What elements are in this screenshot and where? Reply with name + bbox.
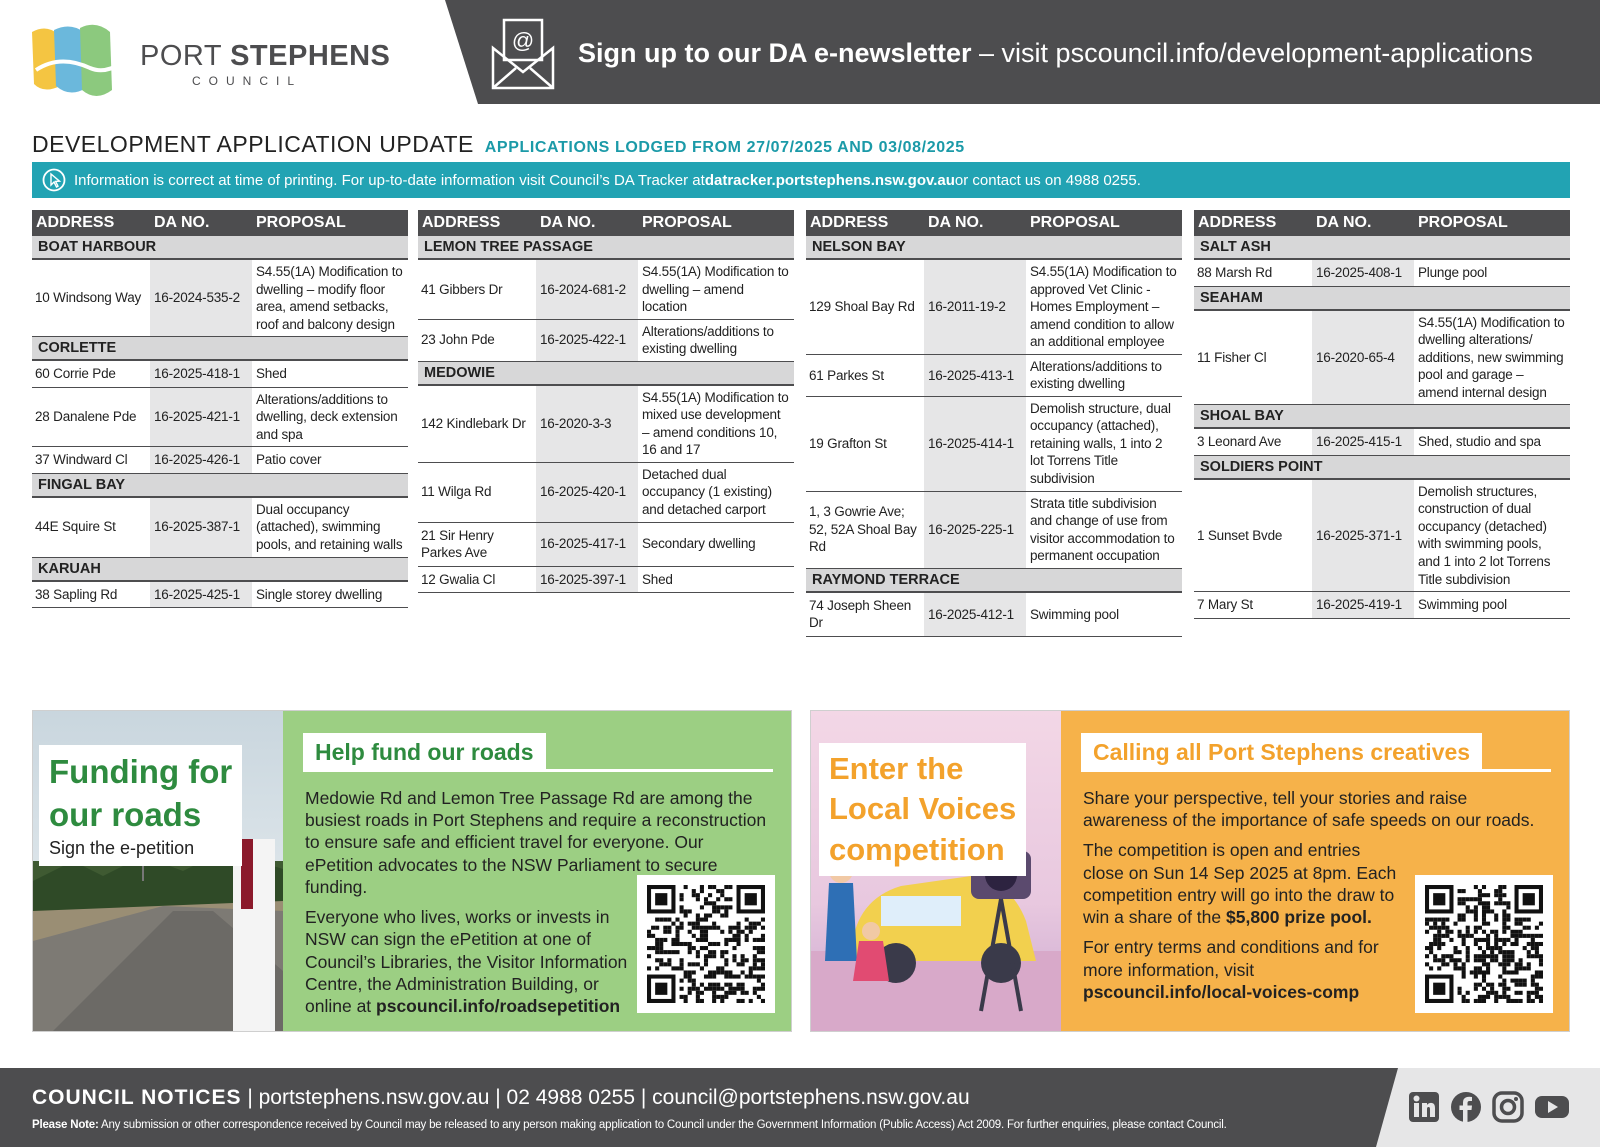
address-cell: 41 Gibbers Dr: [421, 281, 503, 297]
column-header-proposal: PROPOSAL: [642, 214, 732, 231]
column-header-da-no: DA NO.: [928, 214, 984, 231]
proposal-cell: Dual occupancy (attached), swimming pools, and retaining walls: [256, 501, 403, 553]
da-number-cell: 16-2025-419-1: [1312, 592, 1414, 618]
proposal-cell: S4.55(1A) Modification to dwelling – amend location: [642, 264, 789, 315]
roads-promo-heading: Help fund our roads: [303, 733, 546, 772]
local-voices-heading: Calling all Port Stephens creatives: [1081, 733, 1482, 772]
proposal-cell: Alterations/additions to existing dwelling: [1030, 358, 1162, 392]
address-cell: 37 Windward Cl: [35, 452, 128, 468]
council-email-link[interactable]: council@portstephens.nsw.gov.au: [652, 1086, 970, 1109]
proposal-cell: Alterations/additions to existing dwelling: [642, 323, 774, 357]
da-number-cell: 16-2024-535-2: [150, 260, 252, 336]
address-cell: 129 Shoal Bay Rd: [809, 299, 915, 315]
address-cell: 11 Fisher Cl: [1197, 349, 1267, 365]
column-header-address: ADDRESS: [422, 214, 501, 231]
da-number-cell: 16-2025-414-1: [924, 397, 1026, 491]
suburb-heading: KARUAH: [32, 558, 408, 582]
proposal-cell: Plunge pool: [1418, 265, 1488, 280]
da-number-cell: 16-2020-3-3: [536, 386, 638, 462]
suburb-heading: CORLETTE: [32, 337, 408, 361]
local-voices-link[interactable]: pscouncil.info/local-voices-comp: [1083, 981, 1360, 1002]
table-row: [32, 388, 408, 448]
cursor-click-icon: [42, 168, 66, 192]
roads-promo-panel: [32, 710, 792, 1032]
da-number-cell: 16-2025-387-1: [150, 498, 252, 557]
da-table-column-4: [1194, 210, 1570, 619]
suburb-heading: SALT ASH: [1194, 236, 1570, 260]
address-cell: 88 Marsh Rd: [1197, 265, 1273, 280]
council-phone[interactable]: 02 4988 0255: [506, 1086, 636, 1109]
footer-bar: [0, 1068, 1600, 1147]
column-header-proposal: PROPOSAL: [1418, 214, 1508, 231]
suburb-heading: SOLDIERS POINT: [1194, 456, 1570, 480]
proposal-cell: S4.55(1A) Modification to dwelling alterations/ additions, new swimming pool and garage – amend internal design: [1418, 314, 1565, 400]
suburb-heading: MEDOWIE: [418, 362, 794, 386]
table-row: [1194, 480, 1570, 592]
column-header-proposal: PROPOSAL: [1030, 214, 1120, 231]
council-website-link[interactable]: portstephens.nsw.gov.au: [258, 1086, 490, 1109]
table-header: [418, 210, 794, 236]
brand-name: PORT STEPHENS: [140, 40, 391, 72]
proposal-cell: S4.55(1A) Modification to dwelling – modify floor area, amend setbacks, roof and balcony design: [256, 264, 403, 332]
footer-note: Please Note: Any submission or other correspondence received by Council may be released to any person making application to Council under the Government Information (Public Access) Act 2009. For further enquiries, please contact Council.: [32, 1119, 1227, 1131]
da-number-cell: 16-2011-19-2: [924, 260, 1026, 354]
address-cell: 38 Sapling Rd: [35, 586, 118, 602]
da-number-cell: 16-2025-412-1: [924, 593, 1026, 636]
proposal-cell: Patio cover: [256, 452, 322, 468]
proposal-cell: Demolish structures, construction of dual occupancy (detached) with swimming pools, and 1 into 2 lot Torrens Title subdivision: [1418, 483, 1551, 587]
da-number-cell: 16-2025-418-1: [150, 361, 252, 387]
table-row: [32, 447, 408, 474]
proposal-cell: Swimming pool: [1418, 597, 1507, 613]
da-number-cell: 16-2025-420-1: [536, 463, 638, 522]
da-number-cell: 16-2025-422-1: [536, 320, 638, 361]
column-header-proposal: PROPOSAL: [256, 214, 346, 231]
table-row: [1194, 429, 1570, 456]
suburb-heading: BOAT HARBOUR: [32, 236, 408, 260]
local-voices-promo-panel: [810, 710, 1570, 1032]
table-row: [418, 523, 794, 567]
newsletter-signup[interactable]: Sign up to our DA e-newsletter – visit pscouncil.info/development-applications: [578, 38, 1533, 68]
address-cell: 10 Windsong Way: [35, 290, 142, 306]
table-row: [418, 260, 794, 320]
heading-rule: [303, 769, 773, 772]
table-row: [806, 593, 1182, 637]
da-number-cell: 16-2025-397-1: [536, 567, 638, 593]
suburb-heading: NELSON BAY: [806, 236, 1182, 260]
da-number-cell: 16-2025-408-1: [1312, 260, 1414, 286]
address-cell: 61 Parkes St: [809, 367, 884, 383]
table-row: [1194, 311, 1570, 406]
column-header-da-no: DA NO.: [1316, 214, 1372, 231]
table-row: [806, 397, 1182, 492]
table-row: [806, 492, 1182, 569]
proposal-cell: Shed: [642, 571, 673, 587]
brand-subtitle: COUNCIL: [192, 74, 303, 88]
column-header-address: ADDRESS: [1198, 214, 1277, 231]
roads-qr-code[interactable]: [637, 875, 775, 1013]
address-cell: 19 Grafton St: [809, 435, 887, 451]
table-row: [418, 320, 794, 362]
address-cell: 44E Squire St: [35, 519, 116, 535]
local-voices-body: Share your perspective, tell your stories and raise awareness of the importance of safe speeds on our roads. The competition is open and entries close on Sun 14 Sep 2025 at 8pm. Each competition entry will go into the draw to win a share of the $5,800 prize pool. For entry terms and conditions and for more information, visit pscouncil.info/local-voices-comp: [1083, 788, 1535, 1002]
da-number-cell: 16-2025-371-1: [1312, 480, 1414, 591]
da-number-cell: 16-2025-417-1: [536, 523, 638, 566]
svg-text:@: @: [511, 28, 535, 53]
proposal-cell: Strata title subdivision and change of use from visitor accommodation to permanent occupation: [1030, 495, 1175, 564]
heading-rule: [1081, 769, 1551, 772]
suburb-heading: SHOAL BAY: [1194, 405, 1570, 429]
table-header: [806, 210, 1182, 236]
da-number-cell: 16-2024-681-2: [536, 260, 638, 319]
column-header-da-no: DA NO.: [154, 214, 210, 231]
suburb-heading: RAYMOND TERRACE: [806, 569, 1182, 593]
proposal-cell: S4.55(1A) Modification to mixed use development – amend conditions 10, 16 and 17: [642, 389, 789, 458]
address-cell: 1 Sunset Bvde: [1197, 527, 1283, 543]
table-row: [32, 260, 408, 337]
address-cell: 3 Leonard Ave: [1197, 434, 1282, 450]
table-row: [32, 498, 408, 558]
da-number-cell: 16-2025-225-1: [924, 492, 1026, 568]
proposal-cell: S4.55(1A) Modification to approved Vet Clinic - Homes Employment – amend condition to allow an additional employee: [1030, 264, 1177, 350]
address-cell: 11 Wilga Rd: [421, 484, 492, 500]
column-header-address: ADDRESS: [810, 214, 889, 231]
column-header-da-no: DA NO.: [540, 214, 596, 231]
da-number-cell: 16-2025-426-1: [150, 447, 252, 473]
da-table-column-2: [418, 210, 794, 593]
address-cell: 7 Mary St: [1197, 597, 1253, 613]
proposal-cell: Detached dual occupancy (1 existing) and detached carport: [642, 466, 772, 518]
roads-promo-title: Funding for our roads Sign the e-petition: [39, 745, 242, 866]
address-cell: 12 Gwalia Cl: [421, 571, 496, 587]
council-contact-line: COUNCIL NOTICES | portstephens.nsw.gov.au | 02 4988 0255 | council@portstephens.nsw.gov.au: [32, 1086, 970, 1109]
da-table-column-3: [806, 210, 1182, 637]
roads-promo-subtitle: Sign the e-petition: [49, 837, 195, 858]
proposal-cell: Shed: [256, 366, 287, 382]
proposal-cell: Single storey dwelling: [256, 586, 383, 602]
local-voices-title: Enter the Local Voices competition: [819, 743, 1026, 876]
youtube-icon[interactable]: [1534, 1091, 1570, 1123]
table-row: [1194, 592, 1570, 619]
table-header: [32, 210, 408, 236]
address-cell: 28 Danalene Pde: [35, 409, 137, 425]
suburb-heading: SEAHAM: [1194, 287, 1570, 311]
email-newsletter-icon: [490, 18, 556, 90]
proposal-cell: Shed, studio and spa: [1418, 434, 1541, 450]
suburb-heading: LEMON TREE PASSAGE: [418, 236, 794, 260]
info-bar: Information is correct at time of printing. For up-to-date information visit Council’s DA Tracker at datracker.portstephens.nsw.gov.au or contact us on 4988 0255.: [32, 162, 1570, 198]
da-table-column-1: [32, 210, 408, 608]
suburb-heading: FINGAL BAY: [32, 474, 408, 498]
table-row: [418, 386, 794, 463]
table-row: [418, 463, 794, 523]
roads-promo-body: Medowie Rd and Lemon Tree Passage Rd are among the busiest roads in Port Stephens and require a reconstruction to ensure safe and efficient travel for everyone. Our ePetition advocates to the NSW Parliament to secure funding. Everyone who lives, works or invests in NSW can sign the ePetition at one of Council’s Libraries, the Visitor Information Centre, the Administration Building, or online at pscouncil.info/roadsepetition: [305, 788, 767, 1016]
roads-petition-link[interactable]: pscouncil.info/roadsepetition: [376, 995, 621, 1016]
page-title: DEVELOPMENT APPLICATION UPDATE APPLICATIONS LODGED FROM 27/07/2025 AND 03/08/2025: [32, 131, 965, 157]
date-range: APPLICATIONS LODGED FROM 27/07/2025 AND 03/08/2025: [484, 139, 965, 156]
address-cell: 74 Joseph Sheen Dr: [809, 597, 912, 631]
address-cell: 1, 3 Gowrie Ave; 52, 52A Shoal Bay Rd: [809, 504, 917, 555]
facebook-icon[interactable]: [1450, 1091, 1482, 1123]
da-number-cell: 16-2025-415-1: [1312, 429, 1414, 455]
instagram-icon[interactable]: [1492, 1091, 1524, 1123]
council-logo-icon: [30, 24, 130, 100]
linkedin-icon[interactable]: [1408, 1091, 1440, 1123]
table-row: [32, 361, 408, 388]
address-cell: 142 Kindlebark Dr: [421, 416, 526, 432]
local-voices-qr-code[interactable]: [1415, 875, 1553, 1013]
da-number-cell: 16-2020-65-4: [1312, 311, 1414, 405]
address-cell: 60 Corrie Pde: [35, 366, 116, 382]
proposal-cell: Secondary dwelling: [642, 536, 756, 552]
proposal-cell: Swimming pool: [1030, 606, 1119, 622]
table-row: [806, 260, 1182, 355]
da-number-cell: 16-2025-425-1: [150, 582, 252, 608]
table-header: [1194, 210, 1570, 236]
da-number-cell: 16-2025-421-1: [150, 388, 252, 447]
table-row: [32, 582, 408, 609]
da-number-cell: 16-2025-413-1: [924, 355, 1026, 396]
table-row: [418, 567, 794, 594]
da-tracker-link[interactable]: datracker.portstephens.nsw.gov.au: [704, 171, 955, 189]
proposal-cell: Alterations/additions to dwelling, deck extension and spa: [256, 391, 398, 442]
table-row: [1194, 260, 1570, 287]
address-cell: 21 Sir Henry Parkes Ave: [421, 527, 494, 561]
proposal-cell: Demolish structure, dual occupancy (attached), retaining walls, 1 into 2 lot Torrens Title subdivision: [1030, 400, 1171, 487]
table-row: [806, 355, 1182, 397]
column-header-address: ADDRESS: [36, 214, 115, 231]
address-cell: 23 John Pde: [421, 332, 495, 348]
